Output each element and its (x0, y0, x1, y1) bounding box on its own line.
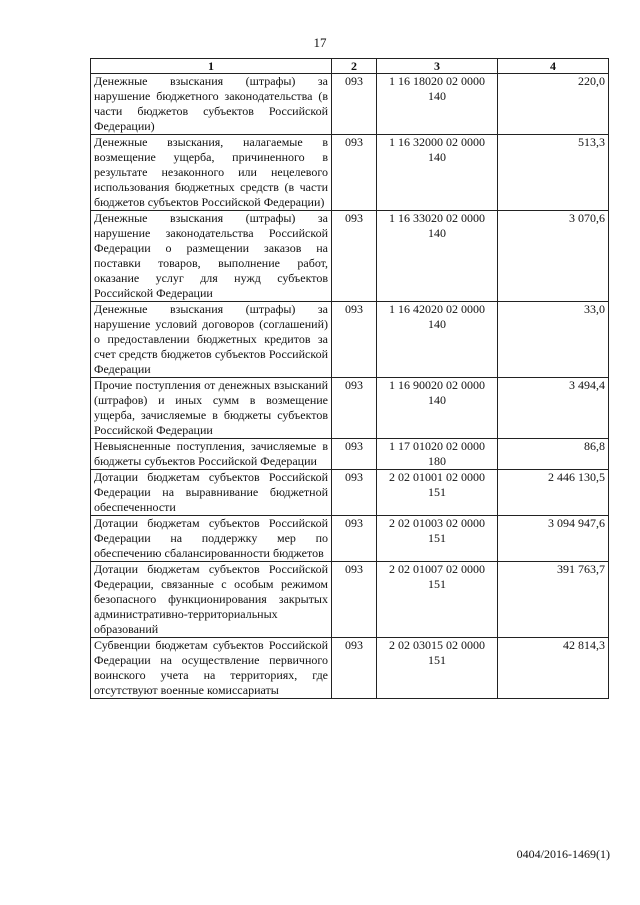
amount: 86,8 (498, 439, 609, 470)
budget-revenue-table (90, 58, 609, 699)
document-reference: 0404/2016-1469(1) (516, 847, 610, 861)
budget-classification-code: 1 17 01020 02 0000 180 (377, 439, 498, 470)
table-row (91, 439, 609, 470)
column-header-1: 1 (91, 59, 332, 74)
table-row (91, 470, 609, 516)
budget-classification-code: 1 16 42020 02 0000 140 (377, 302, 498, 378)
budget-classification-code: 1 16 33020 02 0000 140 (377, 211, 498, 302)
budget-classification-code: 1 16 32000 02 0000 140 (377, 135, 498, 211)
administrator-code: 093 (332, 378, 377, 439)
amount: 2 446 130,5 (498, 470, 609, 516)
revenue-description: Денежные взыскания, налагаемые в возмещение ущерба, причиненного в результате незаконного или нецелевого использования бюджетных средств (в части бюджетов субъектов Российской Федерации) (91, 135, 332, 211)
budget-classification-code: 2 02 01003 02 0000 151 (377, 516, 498, 562)
table-row (91, 516, 609, 562)
page-number: 17 (313, 35, 327, 50)
amount: 3 494,4 (498, 378, 609, 439)
revenue-description: Невыясненные поступления, зачисляемые в бюджеты субъектов Российской Федерации (91, 439, 332, 470)
table-row (91, 562, 609, 638)
amount: 3 094 947,6 (498, 516, 609, 562)
amount: 33,0 (498, 302, 609, 378)
budget-classification-code: 2 02 01001 02 0000 151 (377, 470, 498, 516)
budget-classification-code: 1 16 18020 02 0000 140 (377, 74, 498, 135)
table-row (91, 302, 609, 378)
table-row (91, 211, 609, 302)
administrator-code: 093 (332, 211, 377, 302)
revenue-description: Субвенции бюджетам субъектов Российской Федерации на осуществление первичного воинского учета на территориях, где отсутствуют военные комиссариаты (91, 638, 332, 699)
column-header-3: 3 (377, 59, 498, 74)
table-row (91, 135, 609, 211)
amount: 391 763,7 (498, 562, 609, 638)
administrator-code: 093 (332, 638, 377, 699)
revenue-description: Денежные взыскания (штрафы) за нарушение бюджетного законодательства (в части бюджетов субъектов Российской Федерации) (91, 74, 332, 135)
administrator-code: 093 (332, 470, 377, 516)
amount: 3 070,6 (498, 211, 609, 302)
revenue-description: Денежные взыскания (штрафы) за нарушение законодательства Российской Федерации о размещении заказов на поставки товаров, выполнение работ, оказание услуг для нужд субъектов Российской Федерации (91, 211, 332, 302)
amount: 220,0 (498, 74, 609, 135)
table-row (91, 378, 609, 439)
administrator-code: 093 (332, 562, 377, 638)
column-header-2: 2 (332, 59, 377, 74)
revenue-description: Денежные взыскания (штрафы) за нарушение условий договоров (соглашений) о предоставлении бюджетных кредитов за счет средств бюджетов субъектов Российской Федерации (91, 302, 332, 378)
administrator-code: 093 (332, 516, 377, 562)
amount: 42 814,3 (498, 638, 609, 699)
budget-classification-code: 2 02 03015 02 0000 151 (377, 638, 498, 699)
budget-classification-code: 1 16 90020 02 0000 140 (377, 378, 498, 439)
administrator-code: 093 (332, 135, 377, 211)
table-header-row (91, 59, 609, 74)
revenue-description: Дотации бюджетам субъектов Российской Федерации на поддержку мер по обеспечению сбалансированности бюджетов (91, 516, 332, 562)
table-row (91, 638, 609, 699)
budget-classification-code: 2 02 01007 02 0000 151 (377, 562, 498, 638)
administrator-code: 093 (332, 302, 377, 378)
administrator-code: 093 (332, 439, 377, 470)
revenue-description: Прочие поступления от денежных взысканий (штрафов) и иных сумм в возмещение ущерба, зачисляемые в бюджеты субъектов Российской Федерации (91, 378, 332, 439)
table-row (91, 74, 609, 135)
amount: 513,3 (498, 135, 609, 211)
column-header-4: 4 (498, 59, 609, 74)
revenue-description: Дотации бюджетам субъектов Российской Федерации, связанные с особым режимом безопасного функционирования закрытых административно-территориальных образований (91, 562, 332, 638)
revenue-description: Дотации бюджетам субъектов Российской Федерации на выравнивание бюджетной обеспеченности (91, 470, 332, 516)
administrator-code: 093 (332, 74, 377, 135)
